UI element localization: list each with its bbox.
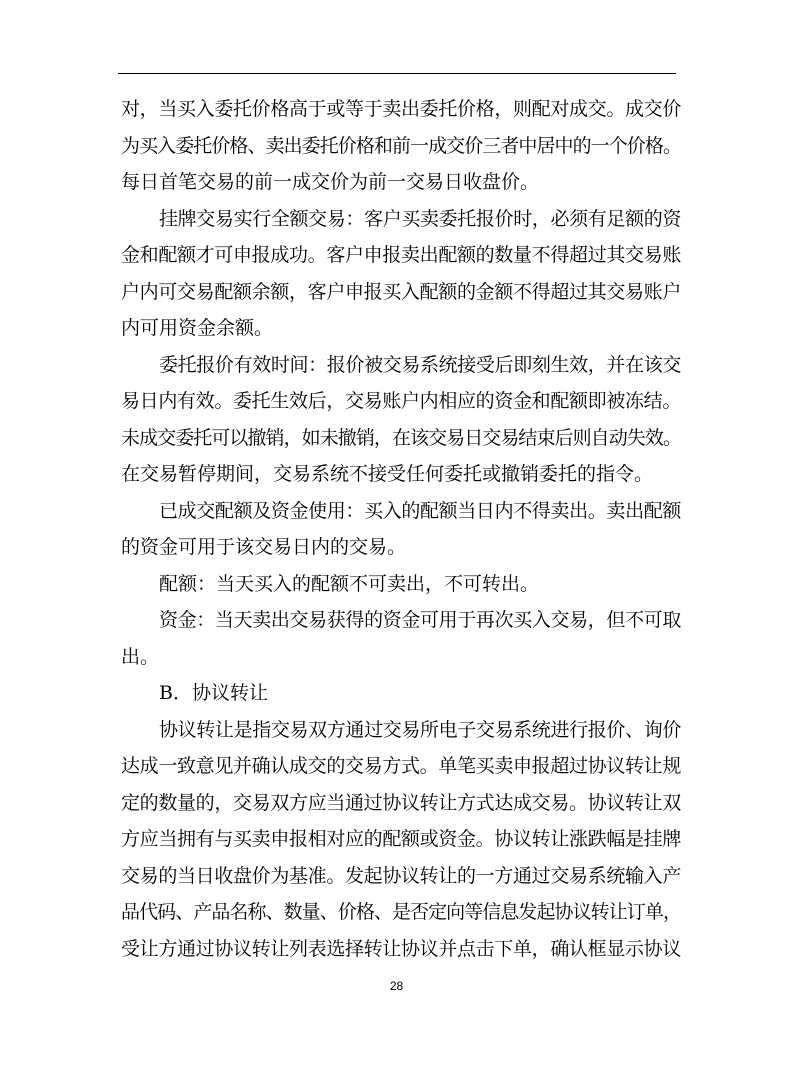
text-line: 内可用资金余额。 [121, 317, 274, 339]
text-line: B．协议转让 [159, 682, 268, 704]
header-rule [118, 73, 676, 74]
text-line: 易日内有效。委托生效后，交易账户内相应的资金和配额即被冻结。 [121, 390, 682, 412]
text-line: 的资金可用于该交易日内的交易。 [121, 536, 407, 558]
text-line: 出。 [121, 645, 160, 668]
text-line: 定的数量的，交易双方应当通过协议转让方式达成交易。协议转让双 [121, 791, 682, 814]
text-line: 在交易暂停期间，交易系统不接受任何委托或撤销委托的指令。 [121, 463, 654, 485]
text-line: 方应当拥有与买卖申报相对应的配额或资金。协议转让涨跌幅是挂牌 [121, 828, 682, 850]
text-line: 受让方通过协议转让列表选择转让协议并点击下单，确认框显示协议 [121, 937, 682, 960]
text-line: 每日首笔交易的前一成交价为前一交易日收盘价。 [121, 171, 540, 193]
text-line: 交易的当日收盘价为基准。发起协议转让的一方通过交易系统输入产 [121, 864, 682, 887]
text-line: 已成交配额及资金使用：买入的配额当日内不得卖出。卖出配额 [159, 499, 682, 522]
text-line: 委托报价有效时间：报价被交易系统接受后即刻生效，并在该交 [159, 353, 682, 376]
text-line: 未成交委托可以撤销，如未撤销，在该交易日交易结束后则自动失效。 [121, 426, 682, 449]
text-line: 达成一致意见并确认成交的交易方式。单笔买卖申报超过协议转让规 [121, 755, 682, 777]
page-number: 28 [389, 979, 404, 993]
text-line: 对，当买入委托价格高于或等于卖出委托价格，则配对成交。成交价 [121, 98, 682, 120]
text-line: 协议转让是指交易双方通过交易所电子交易系统进行报价、询价 [159, 718, 682, 741]
text-line: 品代码、产品名称、数量、价格、是否定向等信息发起协议转让订单， [121, 901, 682, 923]
text-line: 金和配额才可申报成功。客户申报卖出配额的数量不得超过其交易账 [121, 244, 682, 266]
text-line: 户内可交易配额余额，客户申报买入配额的金额不得超过其交易账户 [121, 280, 682, 303]
text-line: 挂牌交易实行全额交易：客户买卖委托报价时，必须有足额的资 [159, 207, 682, 230]
body-text [121, 91, 681, 967]
text-line: 配额：当天买入的配额不可卖出，不可转出。 [159, 572, 540, 595]
text-line: 为买入委托价格、卖出委托价格和前一成交价三者中居中的一个价格。 [121, 134, 682, 157]
text-line: 资金：当天卖出交易获得的资金可用于再次买入交易，但不可取 [159, 609, 682, 631]
